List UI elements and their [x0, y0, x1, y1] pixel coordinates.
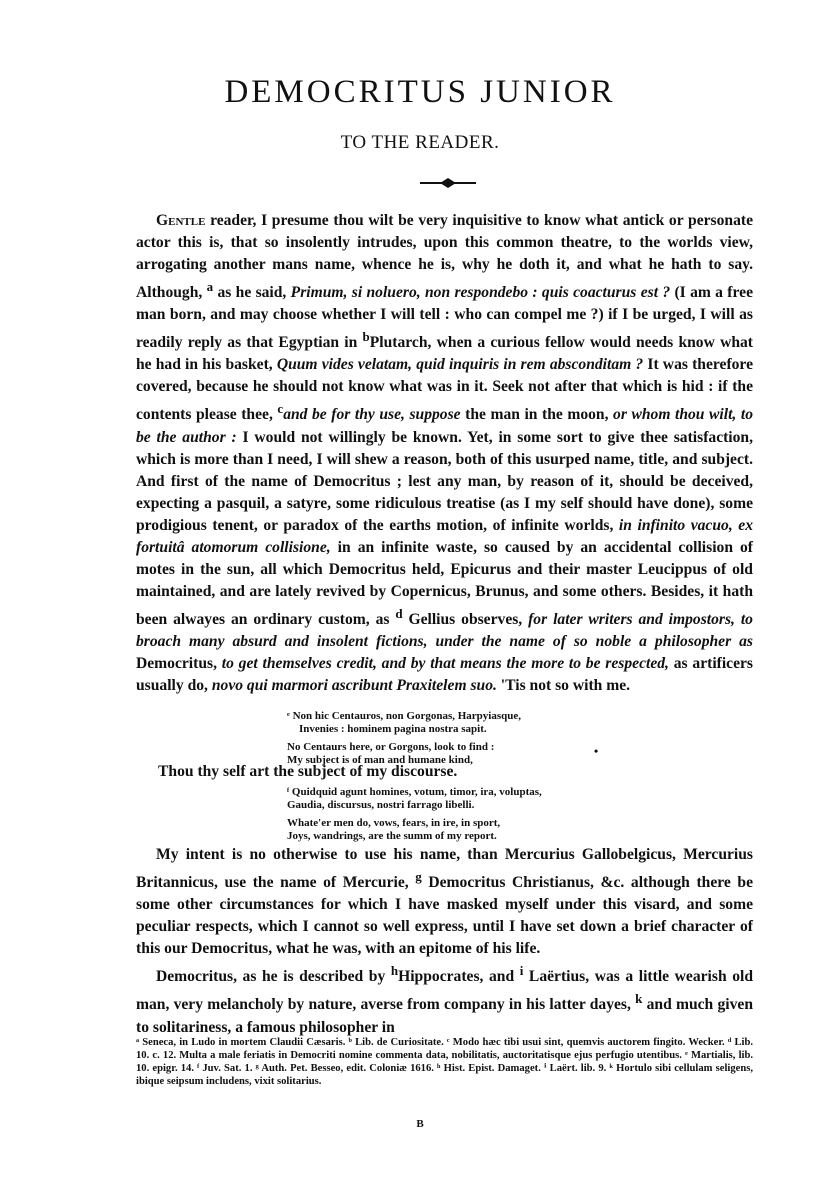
ornament-divider [420, 176, 476, 190]
dropcap-word: Gentle [156, 212, 206, 229]
latin-verse-1: ᵉ Non hic Centauros, non Gorgonas, Harpyiasque, Invenies : hominem pagina nostra sapit. No Centaurs here, or Gorgons, look to find : My subject is of man and humane kind, [287, 710, 521, 766]
signature-mark: B [416, 1118, 424, 1130]
page-subtitle: TO THE READER. [340, 132, 500, 153]
paragraph-3: Democritus, as he is described by $^h$Hippocrates, and $^i$ Laërtius, was a little wearish old man, very melancholy by nature, averse from company in his latter dayes, $^k$ and much given to solitariness, a famous philosopher in [136, 963, 753, 1036]
footnote-ref: k [635, 991, 643, 1007]
footnote-ref: a [206, 279, 214, 294]
footnote-ref: b [362, 329, 370, 345]
footnote-ref: c [277, 401, 284, 417]
paragraph-1: Gentle reader, I presume thou wilt be very inquisitive to know what antick or personate actor this is, that so insolently intrudes, upon this common theatre, to the worlds view, arrogating another mans name, whence he is, why he doth it, and what he hath to say. Although, $^a$ as he said, Primum, si noluero, non respondebo : quis coacturus est ? (I am a free man born, and may choose whether I will tell : who can compel me ?) if I be urged, I will as readily reply as that Egyptian in $^b$Plutarch, when a curious fellow would needs know what he had in his basket, Quum vides velatam, quid inquiris in rem absconditam ? It was therefore covered, because he should not know what was in it. Seek not after that which is hid : if the contents please thee, $^c$and be for thy use, suppose the man in the moon, or whom thou wilt, to be the author : I would not willingly be known. Yet, in some sort to give thee satisfaction, which is more than I need, I will shew a reason, both of this usurped name, title, and subject. And first of the name of Democritus ; lest any man, by reason of it, should be deceived, expecting a pasquil, a satyre, some ridiculous treatise (as I my self should have done), some prodigious tenent, or paradox of the earths motion, of infinite worlds, in infinito vacuo, ex fortuitâ atomorum collisione, in an infinite waste, so caused by an accidental collision of motes in the sun, all which Democritus held, Epicurus and their master Leucippus of old maintained, and are lately revived by Copernicus, Brunus, and some others. Besides, it hath been alwayes an ordinary custom, as $^d$ Gellius observes, for later writers and impostors, to broach many absurd and insolent fictions, under the name of so noble a philosopher as Democritus, to get themselves credit, and by that means the more to be respected, as artificers usually do, novo qui marmori ascribunt Praxitelem suo. 'Tis not so with me. [136, 212, 754, 694]
footnote-ref: h [390, 963, 399, 979]
footnote-ref: g [415, 869, 422, 884]
body-text [136, 210, 753, 697]
page-title: DEMOCRITUS JUNIOR [224, 74, 616, 110]
footnote-ref: i [519, 963, 524, 979]
footnotes: ᵃ Seneca, in Ludo in mortem Claudii Cæsaris. ᵇ Lib. de Curiositate. ᶜ Modo hæc tibi usui sint, quemvis auctorem fingito. Wecker. ᵈ Lib. 10. c. 12. Multa a male feriatis in Democriti nomine commenta data, nobilitatis, auctoritatisque ejus perfugio utentibus. ᵉ Martialis, lib. 10. epigr. 14. ᶠ Juv. Sat. 1. ᵍ Auth. Pet. Besseo, edit. Coloniæ 1616. ʰ Hist. Epist. Damaget. ⁱ Laërt. lib. 9. ᵏ Hortulo sibi cellulam seligens, ibique seipsum includens, vixit solitarius. [136, 1037, 753, 1087]
latin-verse-2: ᶠ Quidquid agunt homines, votum, timor, ira, voluptas, Gaudia, discursus, nostri farrago libelli. Whate'er men do, vows, fears, in ire, in sport, Joys, wandrings, are the summ of my report. [287, 786, 542, 842]
body-text-continued [136, 844, 753, 1039]
verse-bridge-line: Thou thy self art the subject of my discourse. [158, 763, 458, 780]
asterisk-mark: • [594, 744, 599, 758]
paragraph-2: My intent is no otherwise to use his name, than Mercurius Gallobelgicus, Mercurius Britannicus, use the name of Mercurie, $^g$ Democritus Christianus, &c. although there be some other circumstances for which I have masked myself under this visard, and some peculiar respects, which I cannot so well express, until I have set down a brief character of this our Democritus, what he was, with an epitome of his life. [136, 846, 753, 958]
footnote-ref: d [395, 605, 403, 621]
